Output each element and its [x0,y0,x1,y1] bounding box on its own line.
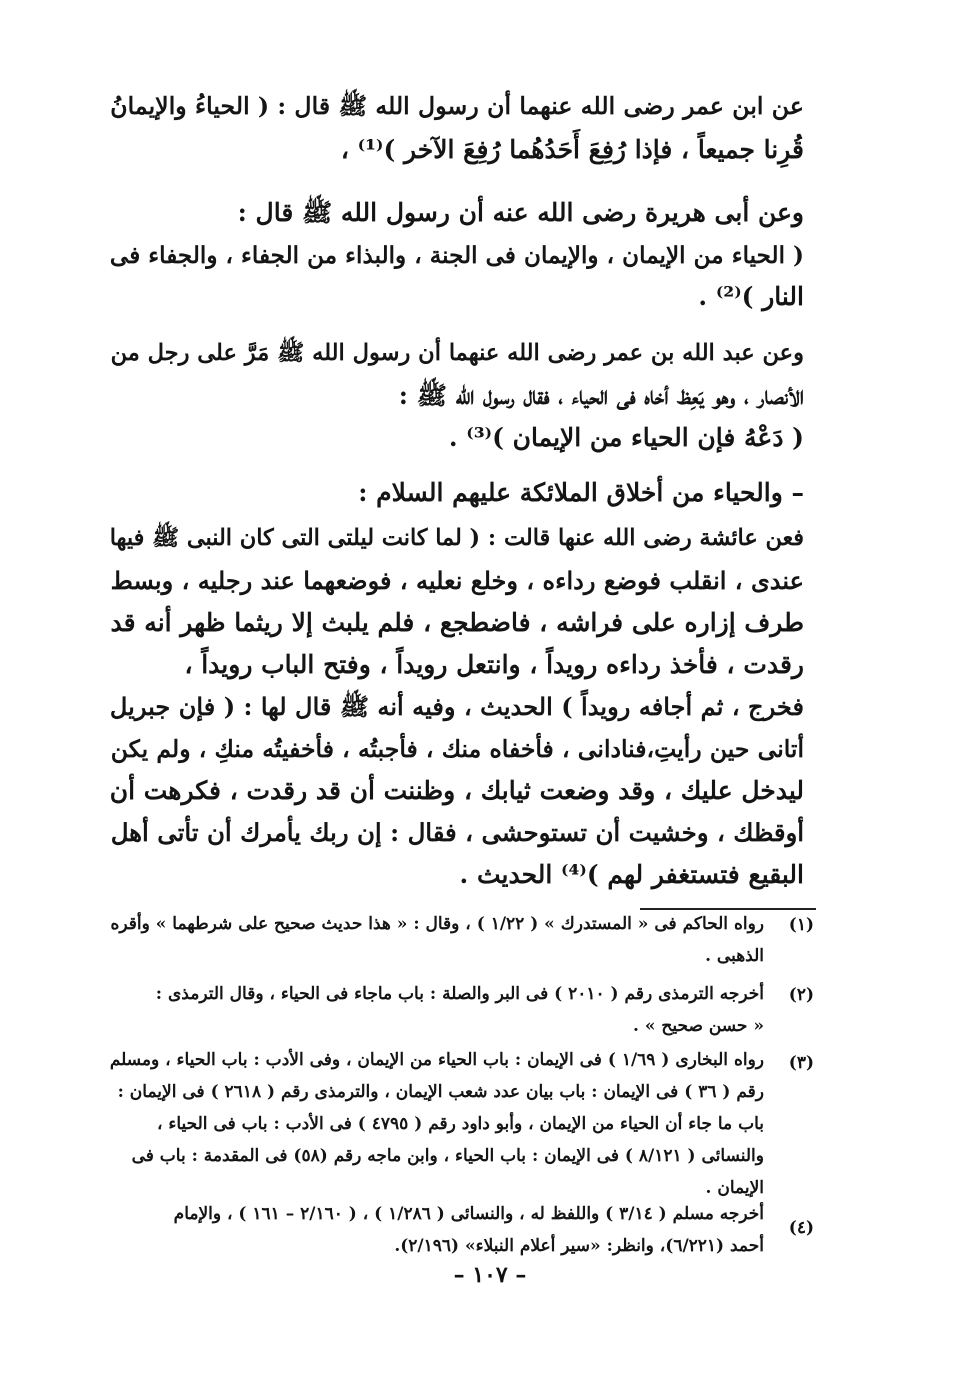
body-line: ( دَعْهُ فإن الحياء من الإيمان )⁽³⁾ . [448,423,804,452]
footnote-number: (٢) [788,985,814,1005]
body-line: الأنصار ، وهو يَعِظ أخاه فى الحياء ، فقال رسول الله ﷺ : [398,381,804,410]
body-line: أوقظك ، وخشيت أن تستوحشى ، فقال : إن ربك يأمرك أن تأتى أهل [110,818,804,847]
body-line: النار )⁽²⁾ . [698,282,804,311]
body-line: وعن عبد الله بن عمر رضى الله عنهما أن رسول الله ﷺ مَرَّ على رجل من [110,340,804,366]
body-line: ليدخل عليك ، وقد وضعت ثيابك ، وظننت أن قد رقدت ، فكرهت أن [109,776,804,805]
footnote-line: رواه الحاكم فى « المستدرك » ( ١/٢٢ ) ، وقال : « هذا حديث صحيح على شرطهما » وأقره [110,914,764,934]
body-line: – والحياء من أخلاق الملائكة عليهم السلام : [358,478,804,507]
body-line: ( الحياء من الإيمان ، والإيمان فى الجنة ، والبذاء من الجفاء ، والجفاء فى [109,242,804,269]
footnote-line: باب ما جاء أن الحياء من الإيمان ، وأبو داود رقم ( ٤٧٩٥ ) فى الأدب : باب فى الحياء ، [156,1114,764,1134]
footnote-line: والنسائى ( ٨/١٢١ ) فى الإيمان : باب الحياء ، وابن ماجه رقم (٥٨) فى المقدمة : باب فى [131,1146,764,1166]
body-line: عن ابن عمر رضى الله عنهما أن رسول الله ﷺ قال : ( الحياءُ والإيمانُ [110,92,804,120]
footnote-number: (٣) [788,1053,814,1073]
body-line: أتانى حين رأيتِ،فنادانى ، فأخفاه منك ، فأجبتُه ، فأخفيتُه منكِ ، ولم يكن [110,735,804,763]
footnote-line: أخرجه مسلم ( ٣/١٤ ) واللفظ له ، والنسائى ( ١/٢٨٦ ) ، ( ٢/١٦٠ – ١٦١ ) ، والإمام [173,1204,764,1224]
body-line: فخرج ، ثم أجافه رويداً ) الحديث ، وفيه أنه ﷺ قال لها : ( فإن جبريل [109,692,804,721]
body-line: البقيع فتستغفر لهم )⁽⁴⁾ الحديث . [459,860,804,889]
footnote-line: الإيمان . [705,1178,764,1198]
footnote-line: أخرجه الترمذى رقم ( ٢٠١٠ ) فى البر والصلة : باب ماجاء فى الحياء ، وقال الترمذى : [155,984,764,1004]
body-line: وعن أبى هريرة رضى الله عنه أن رسول الله ﷺ قال : [237,198,804,227]
body-line: قُرِنا جميعاً ، فإذا رُفِعَ أَحَدُهُما رُفِعَ الآخر )⁽¹⁾ ، [340,135,804,164]
footnote-line: « حسن صحيح » . [633,1016,764,1036]
footnote-line: أحمد (٦/٢٢١)، وانظر: «سير أعلام النبلاء» (٢/١٩٦). [394,1236,764,1256]
footnote-line: رواه البخارى ( ١/٦٩ ) فى الإيمان : باب الحياء من الإيمان ، وفى الأدب : باب الحياء ، ومسلم [109,1050,764,1070]
page-number: – ١٠٧ – [453,1262,527,1288]
body-line: فعن عائشة رضى الله عنها قالت : ( لما كانت ليلتى التى كان النبى ﷺ فيها [109,525,804,551]
footnote-number: (٤) [788,1218,814,1238]
footnote-number: (١) [788,915,814,935]
body-line: عندى ، انقلب فوضع رداءه ، وخلع نعليه ، فوضعهما عند رجليه ، وبسط [110,566,804,595]
body-line: طرف إزاره على فراشه ، فاضطجع ، فلم يلبث إلا ريثما ظهر أنه قد [110,608,804,637]
footnote-line: رقم ( ٣٦ ) فى الإيمان : باب بيان عدد شعب الإيمان ، والترمذى رقم ( ٢٦١٨ ) فى الإيمان : [117,1082,764,1102]
body-line: رقدت ، فأخذ رداءه رويداً ، وانتعل رويداً ، وفتح الباب رويداً ، [184,650,804,679]
footnote-line: الذهبى . [705,946,764,966]
